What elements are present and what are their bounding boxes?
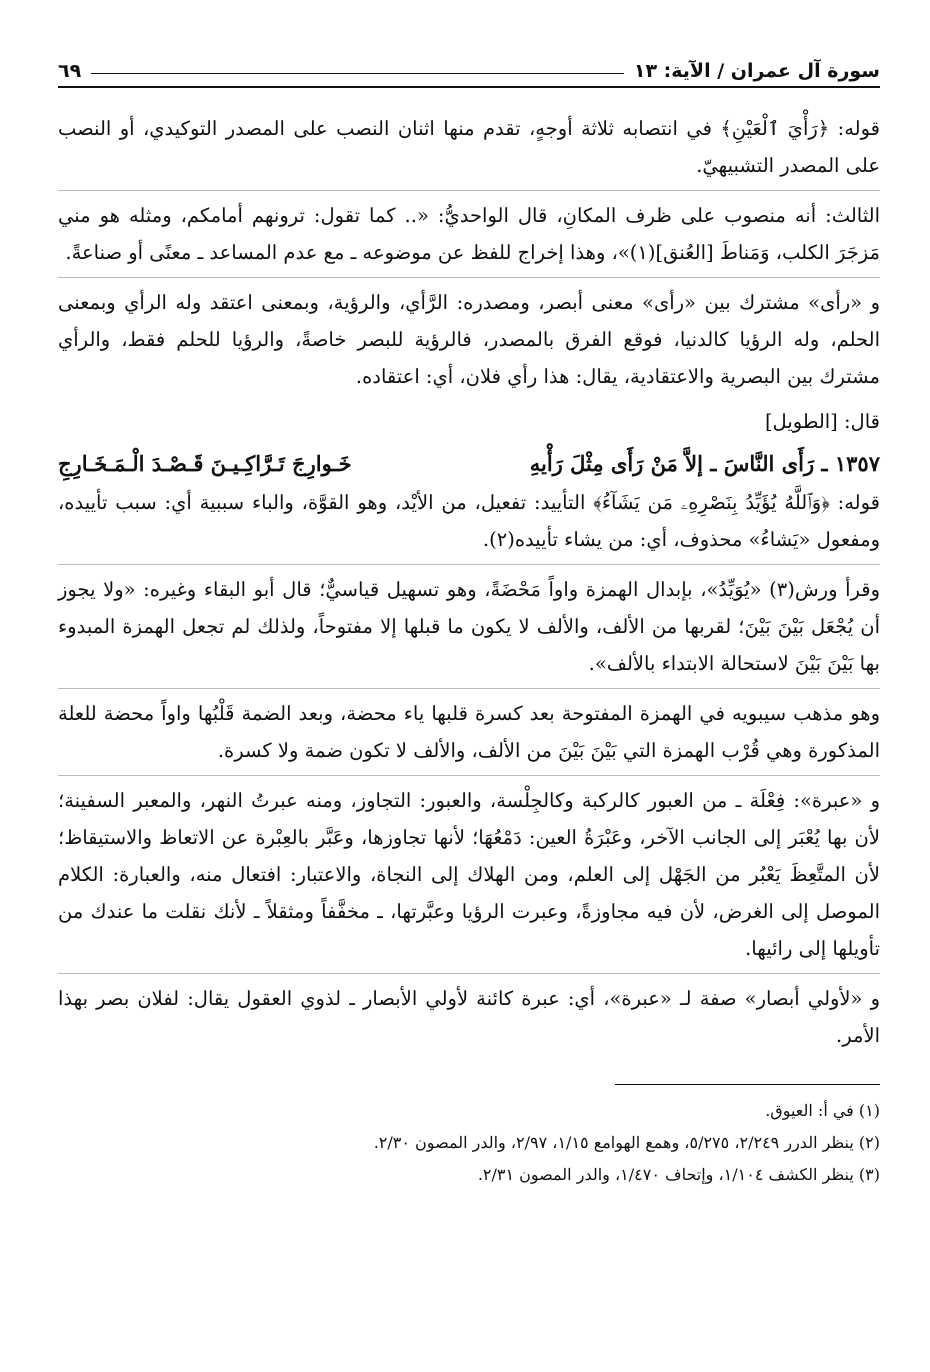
surah-title: سورة آل عمران / الآية: ١٣	[633, 60, 880, 82]
footnote: (٣) ينظر الكشف ١/١٠٤، وإتحاف ١/٤٧٠، والدر المصون ٢/٣١.	[477, 1165, 880, 1184]
paragraph-separator	[58, 564, 880, 565]
paragraph: و «رأى» مشترك بين «رأى» معنى أبصر، ومصدره: الرَّأي، والرؤية، وبمعنى اعتقد وله الرأي وبمعنى الحلم، وله الرؤيا كالدنيا، فوقع الفرق بالمصدر، فالرؤية للبصر خاصةً، والرؤيا للحلم فقط، والرأي مشترك بين البصرية والاعتقادية، يقال: هذا رأي فلان، أي: اعتقاده.	[58, 291, 880, 388]
paragraph-separator	[58, 973, 880, 974]
page-header	[58, 48, 880, 88]
verse-first-hemistich: ١٣٥٧ ـ رَأَى النَّاسَ ـ إلاَّ مَنْ رَأَى مِثْلَ رَأْيهِ	[529, 451, 880, 476]
paragraph: قوله: ﴿رَأْيَ ٱلْعَيْنِ﴾ في انتصابه ثلاثة أوجهٍ، تقدم منها اثنان النصب على المصدر التوكيدي، أو النصب على المصدر التشبيهيّ.	[58, 117, 880, 177]
document-page	[58, 48, 880, 1191]
page-number: ٦٩	[58, 60, 82, 82]
paragraph-separator	[58, 190, 880, 191]
paragraph: و «لأولي أبصار» صفة لـ «عبرة»، أي: عبرة كائنة لأولي الأبصار ـ لذوي العقول يقال: لفلان بصر بهذا الأمر.	[58, 987, 880, 1047]
paragraph: الثالث: أنه منصوب على ظرف المكانِ، قال الواحديُّ: «.. كما تقول: ترونهم أمامكم، ومثله هو مني مَزجَرَ الكلب، وَمَناطَ [العُنق](١)»، وهذا إخراج للفظ عن موضوعه ـ مع عدم المساعد ـ معنًى أو صناعةً.	[58, 204, 880, 264]
paragraph: وهو مذهب سيبويه في الهمزة المفتوحة بعد كسرة قلبها ياء محضة، وبعد الضمة قَلْبُها واواً محضة للعلة المذكورة وهي قُرْب الهمزة التي بَيْنَ بَيْنَ من الألف، والألف لا تكون ضمة ولا كسرة.	[58, 702, 880, 762]
poetry-verse	[58, 444, 880, 484]
paragraph: قوله: ﴿وَٱللَّهُ يُؤَيِّدُ بِنَصْرِهِۦ مَن يَشَآءُ﴾ التأييد: تفعيل، من الأيْد، وهو القوَّة، والباء سببية أي: سبب تأييده، ومفعول «يَشاءُ» محذوف، أي: من يشاء تأييده(٢).	[58, 491, 880, 551]
footnote: (٢) ينظر الدرر ٢/٢٤٩، ٥/٢٧٥، وهمع الهوامع ١/١٥، ٢/٩٧، والدر المصون ٢/٣٠.	[373, 1133, 880, 1152]
footnote-rule	[615, 1084, 880, 1085]
header-rule	[91, 73, 624, 74]
paragraph-separator	[58, 688, 880, 689]
paragraph: و «عبرة»: فِعْلَة ـ من العبور كالركبة وكالجِلْسة، والعبور: التجاوز، ومنه عبرتُ النهر، والمعبر السفينة؛ لأن بها يُعْبَر إلى الجانب الآخر، وعَبْرَةُ العين: دَمْعُهَا؛ لأنها تجاوزها، وعَبَّر بالعِبْرة عن الاتعاظ والاستيقاظ؛ لأن المتَّعِظَ يَعْبُر من الجَهْل إلى العلم، ومن الهلاك إلى النجاة، والاعتبار: افتعال منه، والعبارة: الكلام الموصل إلى الغرض، لأن فيه مجاوزةً، وعبرت الرؤيا وعبَّرتها، ـ مخفَّفاً ومثقلاً ـ لأنك نقلت ما عندك من تأويلها إلى رائيها.	[58, 789, 880, 960]
meter-label: قال: [الطويل]	[764, 410, 880, 433]
footnote: (١) في أ: العيوق.	[765, 1101, 880, 1120]
paragraph-separator	[58, 277, 880, 278]
paragraph: وقرأ ورش(٣) «يُوَيِّدُ»، بإبدال الهمزة واواً مَحْضَةً، وهو تسهيل قياسيٌّ؛ قال أبو البقاء وغيره: «ولا يجوز أن يُجْعَل بَيْنَ بَيْنَ؛ لقربها من الألف، والألف لا يكون ما قبلها إلا مفتوحاً، ولذلك لم تجعل الهمزة المبدوء بها بَيْنَ بَيْنَ لاستحالة الابتداء بالألف».	[58, 578, 881, 675]
verse-second-hemistich: خَـوارِجَ تَـرَّاكِـيـنَ قَـصْـدَ الْـمَـخَـارِجِ	[58, 451, 352, 476]
paragraph-separator	[58, 775, 880, 776]
